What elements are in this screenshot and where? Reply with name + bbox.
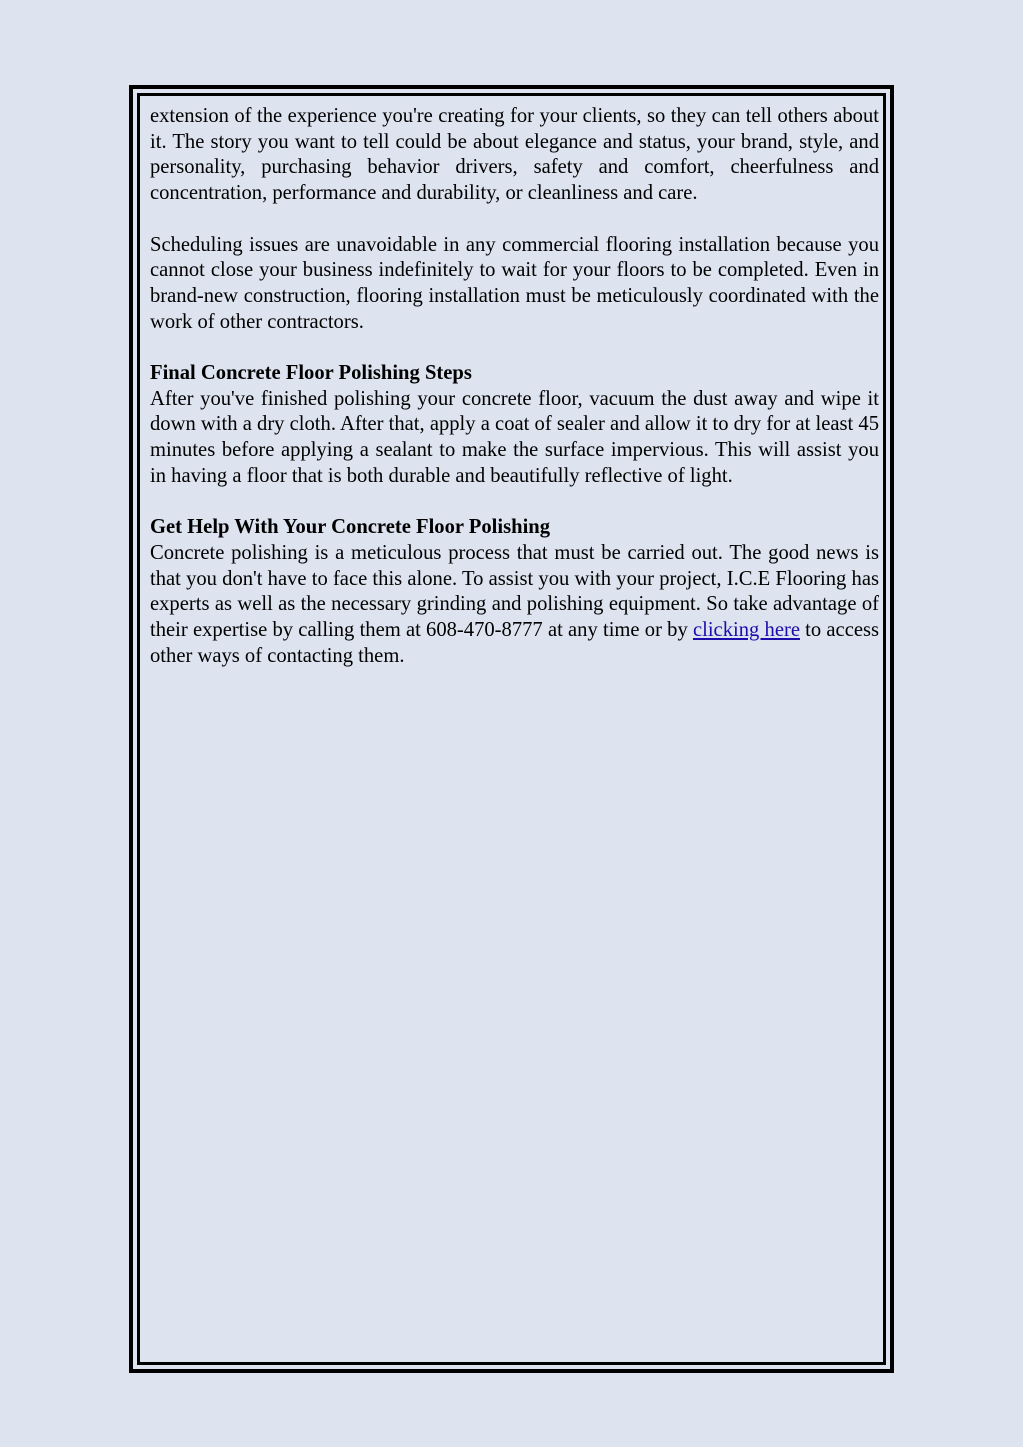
page-border-outer bbox=[129, 85, 894, 1373]
scheduling-paragraph: Scheduling issues are unavoidable in any commercial flooring installation because you cannot close your business indefinitely to wait for your floors to be completed. Even in brand-new construction, flooring installation must be meticulously coordinated with the work of other contractors. bbox=[150, 233, 879, 333]
get-help-text-after-link: to access other ways of contacting them. bbox=[150, 619, 880, 667]
final-steps-paragraph: After you've finished polishing your concrete floor, vacuum the dust away and wipe it down with a dry cloth. After that, apply a coat of sealer and allow it to dry for at least 45 minutes before applying a sealant to make the surface impervious. This will assist you in having a floor that is both durable and beautifully reflective of light. bbox=[150, 387, 879, 487]
get-help-text-before-link: Concrete polishing is a meticulous process that must be carried out. The good news is that you don't have to face this alone. To assist you with your project, I.C.E Flooring has experts as well as the necessary grinding and polishing equipment. So take advantage of their expertise by calling them at 608-470-8777 at any time or by bbox=[150, 541, 879, 642]
page-border-inner bbox=[137, 93, 886, 1365]
intro-paragraph: extension of the experience you're creating for your clients, so they can tell others about it. The story you want to tell could be about elegance and status, your brand, style, and personality, purchasing behavior drivers, safety and comfort, cheerfulness and concentration, performance and durability, or cleanliness and care. bbox=[150, 105, 879, 205]
section-heading-get-help: Get Help With Your Concrete Floor Polishing bbox=[150, 516, 551, 539]
section-heading-final-steps: Final Concrete Floor Polishing Steps bbox=[150, 362, 472, 384]
document-body bbox=[150, 104, 879, 695]
get-help-paragraph bbox=[150, 541, 879, 670]
clicking-here-link[interactable]: clicking here bbox=[692, 619, 800, 642]
